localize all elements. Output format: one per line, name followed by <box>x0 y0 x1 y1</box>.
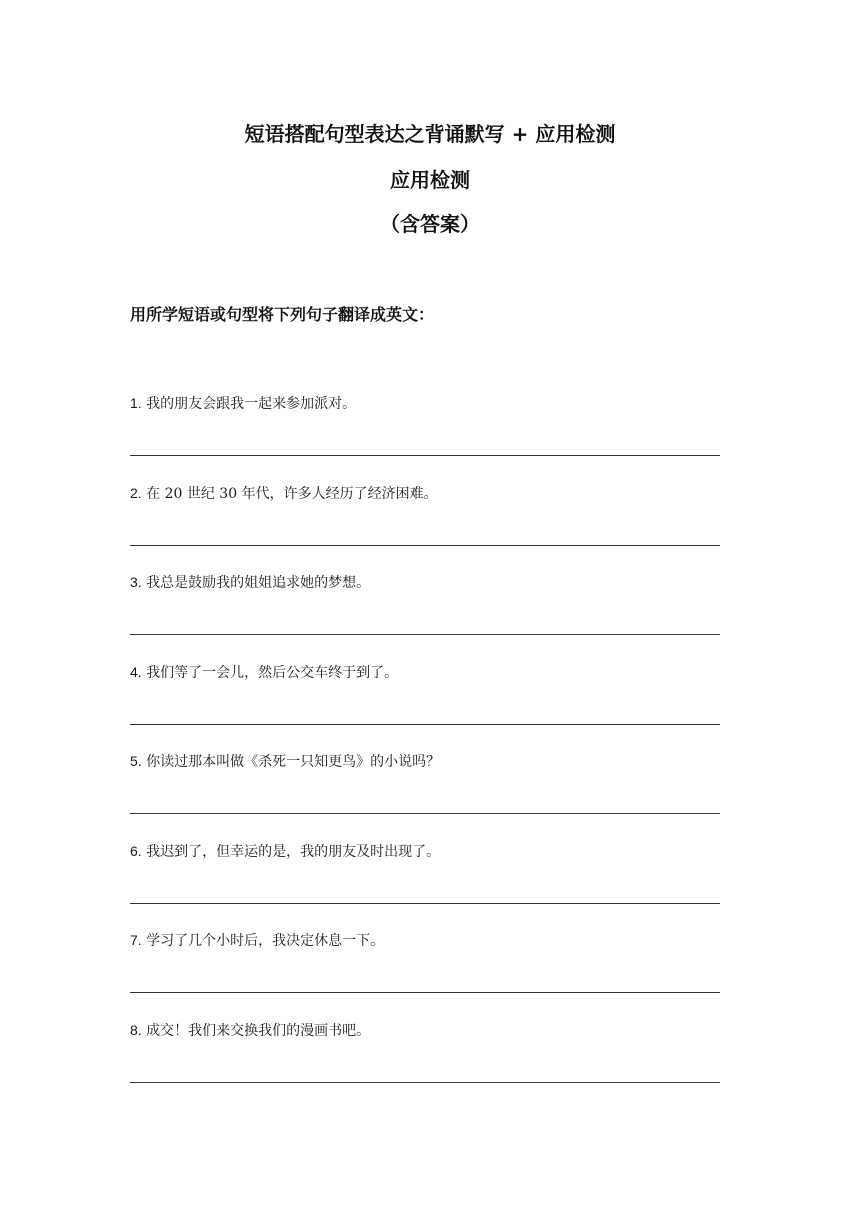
question-text <box>130 930 384 951</box>
page-subtitle: 应用检测 <box>390 168 470 192</box>
question-sentence: 在 20 世纪 30 年代，许多人经历了经济困难。 <box>146 485 438 502</box>
question-item <box>130 930 722 1020</box>
question-number: 3. <box>130 574 142 590</box>
question-sentence: 学习了几个小时后，我决定休息一下。 <box>146 933 385 949</box>
question-item <box>130 1020 722 1110</box>
question-number: 7. <box>130 932 142 948</box>
answer-line <box>130 724 720 725</box>
question-sentence: 我迟到了，但幸运的是，我的朋友及时出现了。 <box>146 843 441 860</box>
answer-line <box>130 634 720 635</box>
answer-line <box>130 992 720 993</box>
answer-line <box>130 813 720 814</box>
question-item <box>130 393 722 483</box>
question-text <box>130 662 398 683</box>
answer-line <box>130 1082 720 1083</box>
question-text <box>130 393 356 414</box>
question-item <box>130 841 722 931</box>
question-number: 8. <box>130 1021 142 1038</box>
question-list <box>130 393 722 1109</box>
question-text <box>130 751 440 772</box>
question-number: 1. <box>130 395 142 411</box>
question-number: 6. <box>130 842 142 859</box>
question-number: 5. <box>130 753 142 769</box>
question-item <box>130 483 722 573</box>
question-sentence: 我的朋友会跟我一起来参加派对。 <box>146 396 357 412</box>
question-text <box>130 841 440 862</box>
question-sentence: 你读过那本叫做《杀死一只知更鸟》的小说吗？ <box>146 754 441 770</box>
question-text <box>130 1020 370 1041</box>
page-title: 短语搭配句型表达之背诵默写 + 应用检测 <box>244 122 616 146</box>
question-number: 4. <box>130 663 142 680</box>
answer-line <box>130 455 720 456</box>
question-number: 2. <box>130 484 142 501</box>
answer-line <box>130 545 720 546</box>
answer-line <box>130 903 720 904</box>
question-sentence: 我们等了一会儿，然后公交车终于到了。 <box>146 664 399 681</box>
question-text <box>130 572 370 593</box>
answer-note: （含答案） <box>380 212 480 236</box>
question-sentence: 成交！我们来交换我们的漫画书吧。 <box>146 1022 371 1039</box>
instruction-heading: 用所学短语或句型将下列句子翻译成英文： <box>130 305 435 324</box>
question-item <box>130 751 722 841</box>
question-sentence: 我总是鼓励我的姐姐追求她的梦想。 <box>146 575 371 591</box>
question-text <box>130 483 438 504</box>
question-item <box>130 662 722 752</box>
question-item <box>130 572 722 662</box>
